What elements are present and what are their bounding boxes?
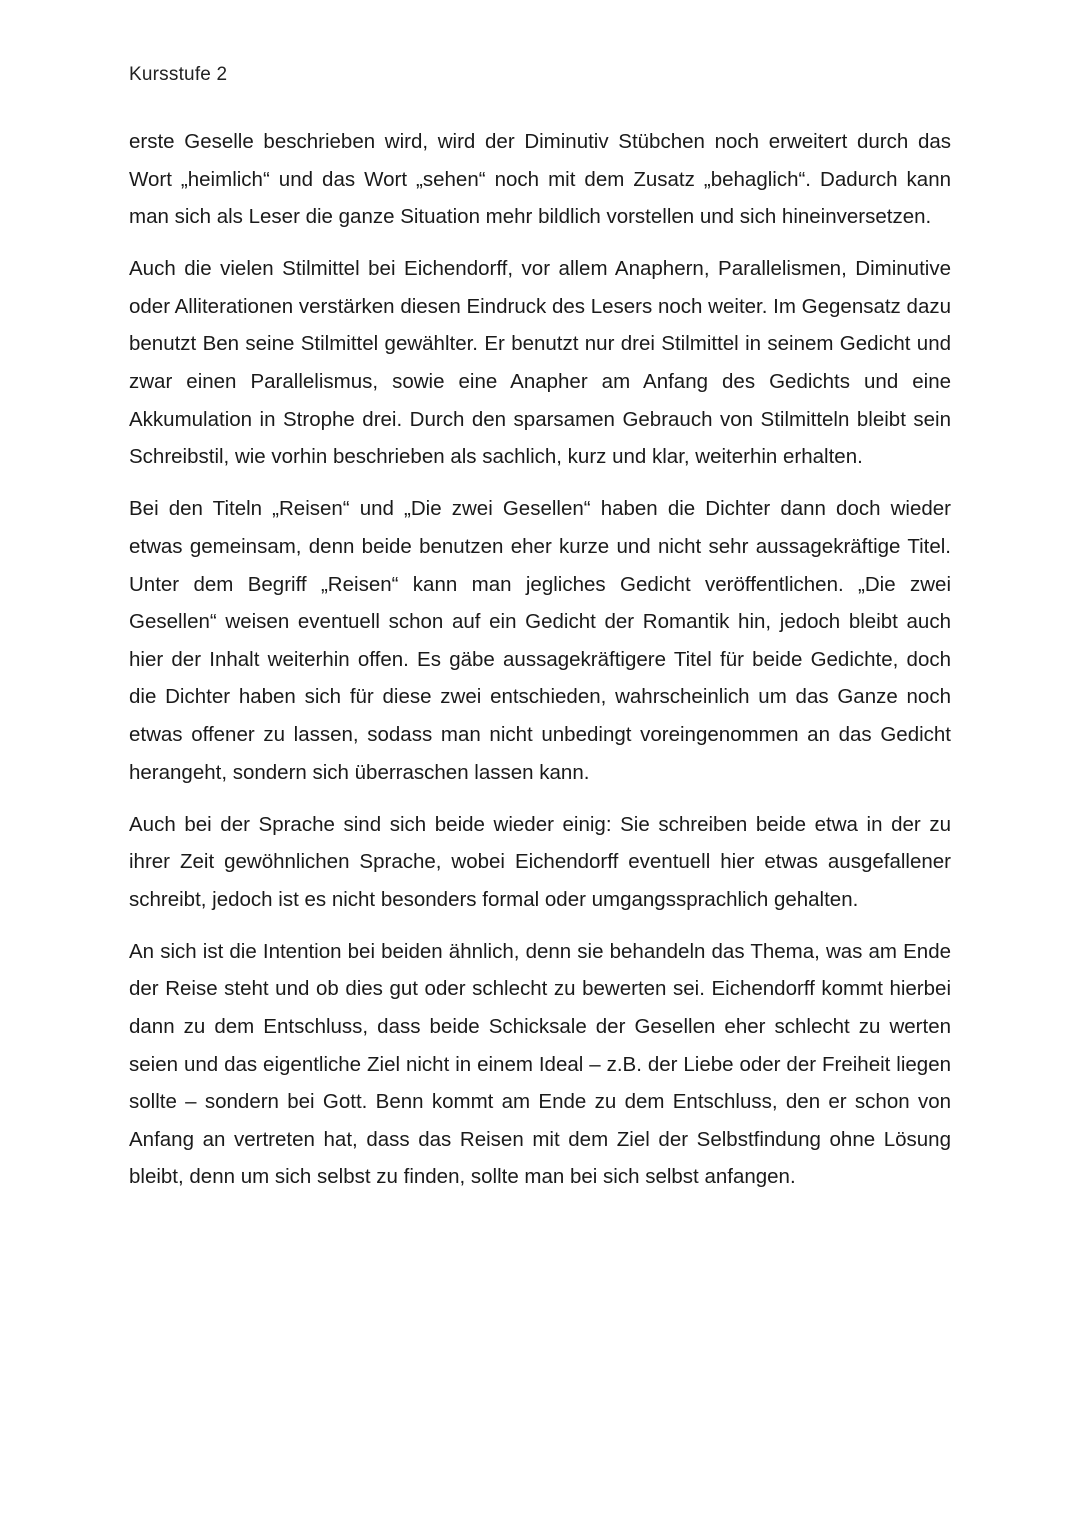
paragraph-1: erste Geselle beschrieben wird, wird der Diminutiv Stübchen noch erweitert durch das Wort „heimlich“ und das Wort „sehen“ noch mit dem Zusatz „behaglich“. Dadurch kann man sich als Leser die ganze Situation mehr bildlich vorstellen und sich hineinversetzen.: [129, 130, 951, 229]
page-header: Kursstufe 2: [129, 64, 228, 85]
paragraph-4: Auch bei der Sprache sind sich beide wieder einig: Sie schreiben beide etwa in der zu ihrer Zeit gewöhnlichen Sprache, wobei Eichendorff eventuell hier etwas ausgefallener schreibt, jedoch ist es nicht besonders formal oder umgangssprachlich gehalten.: [129, 812, 951, 911]
paragraph-5: An sich ist die Intention bei beiden ähnlich, denn sie behandeln das Thema, was am Ende der Reise steht und ob dies gut oder schlecht zu bewerten sei. Eichendorff kommt hierbei dann zu dem Entschluss, dass beide Schicksale der Gesellen eher schlecht zu werten seien und das eigentliche Ziel nicht in einem Ideal – z.B. der Liebe oder der Freiheit liegen sollte – sondern bei Gott. Benn kommt am Ende zu dem Entschluss, den er schon von Anfang an vertreten hat, dass das Reisen mit dem Ziel der Selbstfindung ohne Lösung bleibt, denn um sich selbst zu finden, sollte man bei sich selbst anfangen.: [129, 939, 951, 1189]
body-text: [129, 123, 951, 1196]
paragraph-3: Bei den Titeln „Reisen“ und „Die zwei Gesellen“ haben die Dichter dann doch wieder etwas gemeinsam, denn beide benutzen eher kurze und nicht sehr aussagekräftige Titel. Unter dem Begriff „Reisen“ kann man jegliches Gedicht veröffentlichen. „Die zwei Gesellen“ weisen eventuell schon auf ein Gedicht der Romantik hin, jedoch bleibt auch hier der Inhalt weiterhin offen. Es gäbe aussagekräftigere Titel für beide Gedichte, doch die Dichter haben sich für diese zwei entschieden, wahrscheinlich um das Ganze noch etwas offener zu lassen, sodass man nicht unbedingt voreingenommen an das Gedicht herangeht, sondern sich überraschen lassen kann.: [129, 497, 951, 784]
paragraph-2: Auch die vielen Stilmittel bei Eichendorff, vor allem Anaphern, Parallelismen, Diminutive oder Alliterationen verstärken diesen Eindruck des Lesers noch weiter. Im Gegensatz dazu benutzt Ben seine Stilmittel gewählter. Er benutzt nur drei Stilmittel in seinem Gedicht und zwar einen Parallelismus, sowie eine Anapher am Anfang des Gedichts und eine Akkumulation in Strophe drei. Durch den sparsamen Gebrauch von Stilmitteln bleibt sein Schreibstil, wie vorhin beschrieben als sachlich, kurz und klar, weiterhin erhalten.: [129, 257, 951, 469]
